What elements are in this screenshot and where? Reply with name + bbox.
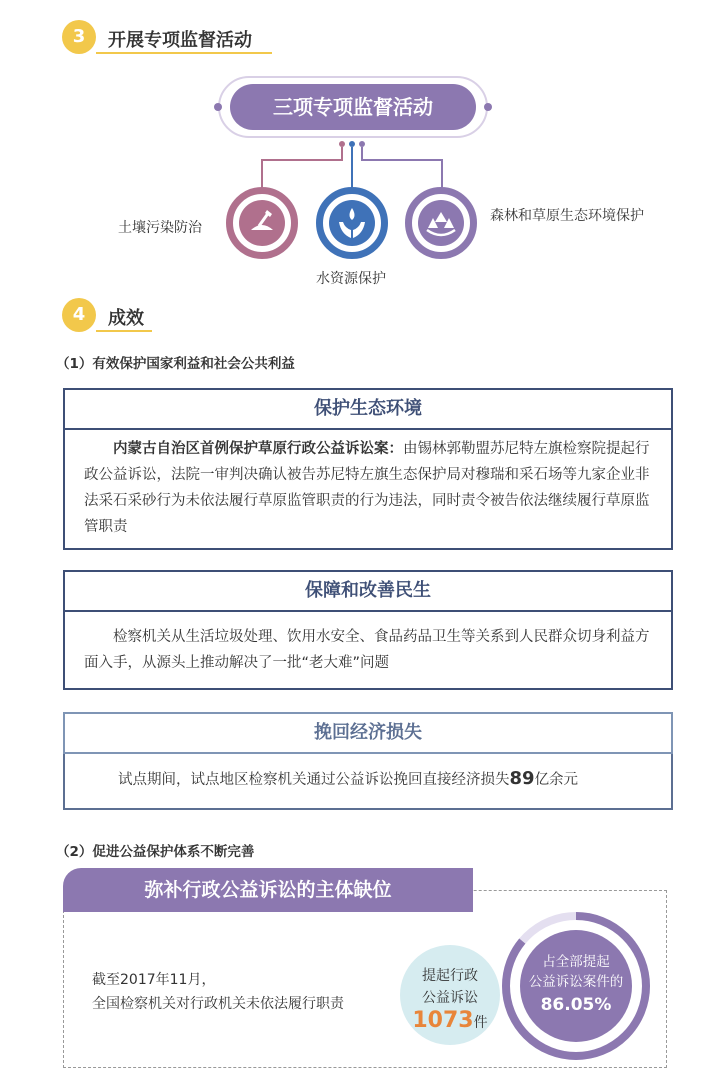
section-3-underline (96, 52, 272, 54)
ecology-heading: 保护生态环境 (63, 388, 673, 430)
water-label: 水资源保护 (316, 271, 386, 287)
section-4-title: 成效 (108, 308, 144, 329)
forest-label: 森林和草原生态环境保护 (490, 208, 644, 224)
economic-amount: 89 (509, 768, 535, 789)
section-3-title: 开展专项监督活动 (108, 30, 252, 51)
count-value (400, 1009, 500, 1035)
livelihood-text: 检察机关从生活垃圾处理、饮用水安全、食品药品卫生等关系到人民群众切身利益方面入手，从源头上推动解决了一批“老大难”问题 (84, 629, 650, 671)
count-unit: 件 (473, 1015, 488, 1031)
ecology-case-text: 由锡林郭勒盟苏尼特左旗检察院提起行政公益诉讼，法院一审判决确认被告苏尼特左旗生态保护局对穆瑞和采石场等九家企业非法采石采砂行为未依法履行草原监管职责的行为违法，同时责令被告依法继续履行草原监管职责 (84, 441, 650, 535)
section-4-number: 4 (62, 298, 96, 332)
economic-heading: 挽回经济损失 (63, 712, 673, 754)
stat-description (92, 968, 344, 1016)
soil-icon-ring (226, 187, 298, 259)
water-hands-icon (329, 200, 375, 246)
percent-line-2: 公益诉讼案件的 (528, 974, 624, 990)
percent-line-1: 占全部提起 (542, 954, 610, 970)
subsection-2-title: （2）促进公益保护体系不断完善 (56, 844, 255, 860)
section-4-underline (96, 330, 152, 332)
forest-icon-ring (405, 187, 477, 259)
forest-icon (418, 200, 464, 246)
pill-left-dot (214, 103, 222, 111)
admin-litigation-banner: 弥补行政公益诉讼的主体缺位 (63, 868, 473, 912)
section-3-number: 3 (62, 20, 96, 54)
subsection-1-title: （1）有效保护国家利益和社会公共利益 (56, 356, 295, 372)
count-bubble-line-2: 公益诉讼 (422, 990, 478, 1006)
economic-text (118, 768, 578, 789)
soil-label: 土壤污染防治 (118, 220, 202, 236)
water-icon-ring (316, 187, 388, 259)
pill-right-dot (484, 103, 492, 111)
count-bubble-line-1: 提起行政 (422, 968, 478, 984)
percent-ring (500, 910, 652, 1062)
ecology-text (84, 436, 654, 540)
economic-text-after: 亿余元 (534, 772, 579, 788)
soil-icon (239, 200, 285, 246)
stat-line-1: 截至2017年11月， (92, 972, 216, 988)
percent-value: 86.05% (540, 995, 612, 1015)
count-number: 1073 (412, 1008, 474, 1033)
special-activities-pill: 三项专项监督活动 (230, 84, 476, 130)
stat-line-2: 全国检察机关对行政机关未依法履行职责 (92, 996, 344, 1012)
count-bubble (400, 945, 500, 1045)
ecology-case-lead: 内蒙古自治区首例保护草原行政公益诉讼案： (113, 441, 403, 457)
livelihood-heading: 保障和改善民生 (63, 570, 673, 612)
economic-text-before: 试点期间，试点地区检察机关通过公益诉讼挽回直接经济损失 (118, 772, 510, 788)
